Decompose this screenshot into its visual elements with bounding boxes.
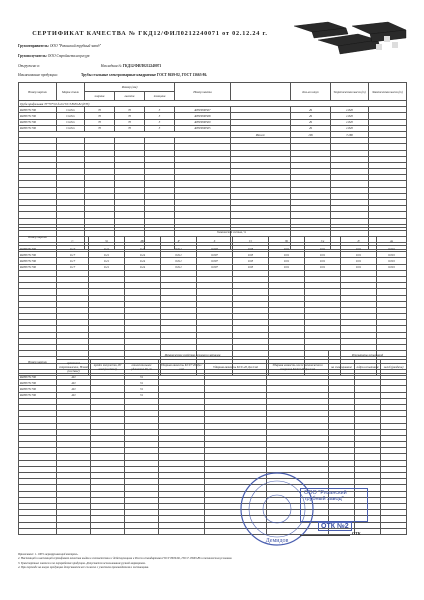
th-yield: предел текучести, Н/мм2 (кгс/мм2) — [91, 360, 125, 374]
th-ni: Ni — [269, 237, 305, 246]
th-height: высота — [115, 92, 145, 101]
note-3: 3. Транспортные платежи по переработке продукции. Допускается использование ручной маркировки. — [18, 560, 146, 565]
notes — [18, 552, 318, 569]
table-row: RZN0731706 Ст3сп 70 70 3 RZN3006565 49 1.820 — [19, 125, 407, 131]
table-row: RZN0731706 Ст3сп 70 70 3 RZN3006568 49 1.820 — [19, 113, 407, 119]
th-tensile: временное сопротивление, Н/мм2 (кгс/мм2) — [57, 360, 91, 374]
shipper-label: Грузоотправитель: — [18, 44, 49, 48]
table-row: RZN0731706 0.17 0.21 0.24 0.011 0.007 0.03 0.01 0.01 0.01 0.001 — [19, 264, 407, 270]
th-kcu-aging: Ударная вязкость после механического старения KCU+20 Дж/см2 — [267, 360, 329, 374]
total-qty: 196 — [291, 131, 331, 137]
th-mn: Mn — [125, 237, 161, 246]
th-p: P — [161, 237, 197, 246]
th-thickness: толщина — [145, 92, 175, 101]
certificate-title: СЕРТИФИКАТ КАЧЕСТВА № ГКД12/ФИЛ0212240071 от 02.12.24 г. — [32, 30, 268, 37]
th-si: Si — [89, 237, 125, 246]
product-row — [18, 73, 207, 77]
shipment-rows — [19, 107, 407, 138]
note-4: 4. При переходе на новую продукцию допускаются все согласно с участием производителя и поставщика. — [18, 564, 149, 569]
th-cr: Cr — [233, 237, 269, 246]
consignee-value: ООО Стройметаллоресурс — [47, 54, 91, 58]
th-elongation: относительное удлинение δ5, % — [125, 360, 159, 374]
contract-label: Отгружено в: — [18, 64, 40, 68]
stamp-line1: ООО "Рязанский — [304, 490, 347, 496]
shipment-table — [18, 82, 407, 250]
table-row: RZN0731706 0.17 0.21 0.24 0.011 0.007 0.03 0.01 0.01 0.01 0.001 — [19, 252, 407, 258]
chemical-rows — [19, 246, 407, 271]
th-hydro: гидро-испытание — [355, 360, 381, 374]
total-mass: 7.280 — [331, 131, 369, 137]
th-theor-mass: Теоретическая масса (т) — [331, 83, 369, 101]
th-fact-mass: Фактическая масса (т) — [369, 83, 407, 101]
product-label: Наименование продукции: — [18, 73, 59, 77]
th-kcu20: Ударная вязкость KCU+20 Дж/см2 — [159, 360, 205, 374]
th-size: Размер (мм) — [85, 83, 175, 92]
stamp-oval-text: Демидов — [265, 538, 289, 544]
th-chem-group: Химический состав, % — [57, 228, 407, 237]
table-row: RZN0731706 491 31 — [19, 386, 407, 392]
pipes-photo — [288, 20, 408, 58]
otk-label: ОТК — [352, 531, 361, 536]
th-grade: Марка стали — [57, 83, 85, 101]
note-2: 2. Настоящий и настоящий сертификат качества выдан в соответствии с действующими в России стандартами ГОСТ 8639-82, ГОСТ 13663-86 и техническим условиям. — [18, 556, 233, 561]
th-bend: загиб (раздача) — [381, 360, 407, 374]
product-group-row: Труба профильная 70*70*3,0 дл.6 ГОСТ 8639-82 (РТЗ) — [19, 101, 407, 107]
product-value: Трубы стальные электросварные квадратные ГОСТ 8639-82, ГОСТ 13663-86. — [80, 73, 208, 77]
contract-row — [18, 64, 161, 68]
shipper-value: ООО "Рязанский трубный завод" — [49, 44, 101, 48]
mechanical-rows — [19, 374, 407, 399]
table-row: RZN0731706 Ст3сп 70 70 3 RZN3006569 49 1.820 — [19, 119, 407, 125]
table-row: RZN0731706 0.17 0.21 0.24 0.011 0.007 0.03 0.01 0.01 0.01 0.001 — [19, 246, 407, 252]
table-row: RZN0731706 0.17 0.21 0.24 0.011 0.007 0.03 0.01 0.01 0.01 0.001 — [19, 258, 407, 264]
table-row: RZN0731706 491 31 — [19, 380, 407, 386]
th-chem-batch: Номер партии — [19, 228, 57, 246]
table-row: RZN0731706 Ст3сп 70 70 3 RZN3006567 49 1.820 — [19, 107, 407, 113]
th-cu: Cu — [305, 237, 341, 246]
th-mech-batch: Номер партии — [19, 351, 57, 374]
th-package: Номер пакета — [175, 83, 231, 101]
table-row: RZN0731706 491 31 — [19, 392, 407, 398]
consignee-label: Грузополучатель: — [18, 54, 47, 58]
th-width: ширина — [85, 92, 115, 101]
th-as: As — [377, 237, 407, 246]
invoice-label: Накладная № — [100, 64, 122, 68]
consignee-row — [18, 54, 90, 58]
th-flattening: на сплющивание — [329, 360, 355, 374]
invoice-value: ГКД12/ФИЛ0212240071 — [122, 64, 162, 68]
th-kcu-minus20: Ударная вязкость KCU-20 Дж/см2 — [205, 360, 267, 374]
th-qty: Кол-во штук — [291, 83, 331, 101]
table-row: RZN0731706 491 31 — [19, 374, 407, 380]
th-batch: Номер партии — [19, 83, 57, 101]
total-label: Итого: — [231, 131, 291, 137]
th-c: C — [57, 237, 89, 246]
shipper-row — [18, 44, 101, 48]
stamp-line2: трубный завод" — [304, 496, 344, 502]
th-s: S — [197, 237, 233, 246]
th-mech-group: Механические свойства основного металла — [57, 351, 329, 360]
th-n: N — [341, 237, 377, 246]
factory-stamp — [300, 488, 368, 522]
otk-stamp: ОТК №2 — [318, 522, 352, 531]
th-results-group: Результаты испытаний — [329, 351, 407, 360]
note-1: Примечание: 1. 100% неразрушающий контроль. — [18, 552, 79, 556]
signature-line — [300, 535, 350, 536]
